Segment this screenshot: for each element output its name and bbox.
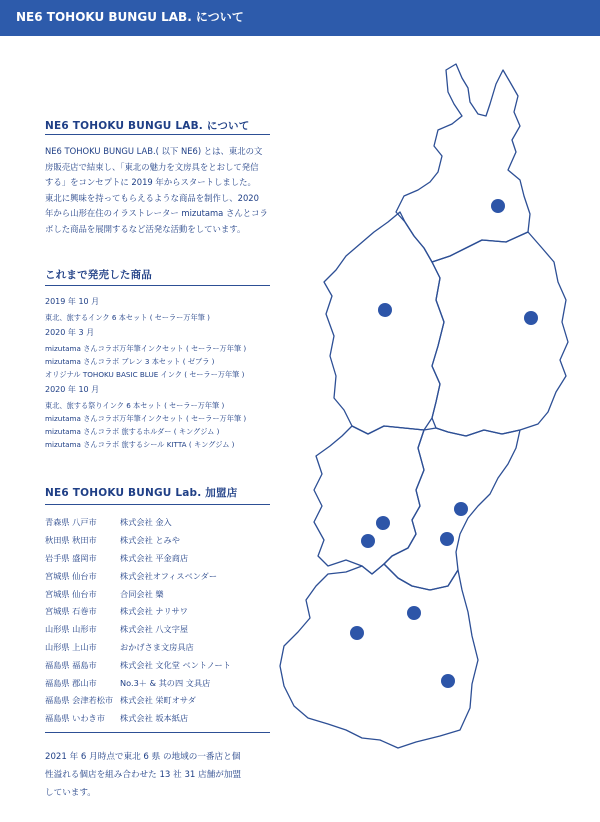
about-text [45, 144, 275, 237]
store-name: 株式会社 八文字屋 [120, 624, 189, 635]
product-item: mizutama さんコラボ ブレン 3 本セット ( ゼブラ ) [45, 357, 215, 366]
product-item: 東北、旅する祭りインク 6 本セット ( セーラー万年筆 ) [45, 401, 225, 410]
store-row [45, 674, 285, 692]
store-row [45, 585, 285, 603]
product-date: 2019 年 10 月 [45, 297, 100, 306]
store-location: 山形県 上山市 [45, 641, 97, 652]
about-line: する」をコンセプトに 2019 年からスタートしました。 [45, 177, 256, 187]
footer-divider [45, 732, 270, 733]
product-group-2020-03 [45, 327, 285, 381]
store-name: おかげさま文房具店 [120, 641, 194, 652]
about-line: NE6 TOHOKU BUNGU LAB.( 以下 NE6) とは、東北の文 [45, 146, 263, 156]
about-heading: NE6 TOHOKU BUNGU LAB. について [45, 120, 250, 132]
banner-title: NE6 TOHOKU BUNGU LAB. について [16, 10, 244, 24]
store-row [45, 639, 285, 657]
store-location: 山形県 山形市 [45, 624, 97, 635]
product-item: mizutama さんコラボ万年筆インクセット ( セーラー万年筆 ) [45, 344, 247, 353]
store-row [45, 603, 285, 621]
product-group-2020-10 [45, 384, 285, 451]
store-name: 株式会社 とみや [120, 535, 180, 546]
tohoku-map [270, 60, 595, 810]
fukushima-prefecture [280, 564, 478, 748]
stores-heading: NE6 TOHOKU BUNGU Lab. 加盟店 [45, 487, 238, 499]
about-line: 年から山形在住のイラストレーター mizutama さんとコラ [45, 208, 268, 218]
store-marker-sendai [440, 532, 454, 546]
store-marker-yamagata [376, 516, 390, 530]
store-name: No.3＋ & 其の四 文具店 [120, 677, 211, 688]
miyagi-prefecture [384, 428, 520, 590]
footer-text [45, 748, 285, 802]
footer-line: 性溢れる個店を組み合わせた 13 社 31 店舗が加盟 [45, 770, 242, 780]
about-line: ボした商品を展開するなど活発な活動をしています。 [45, 223, 246, 234]
store-name: 株式会社 坂本紙店 [120, 713, 189, 724]
product-item: 東北、旅するインク 6 本セット ( セーラー万年筆 ) [45, 313, 210, 322]
product-item: mizutama さんコラボ 旅するシール KITTA ( キングジム ) [45, 440, 235, 449]
yamagata-prefecture [314, 426, 424, 574]
store-list [45, 514, 285, 728]
product-item: オリジナル TOHOKU BASIC BLUE インク ( セーラー万年筆 ) [45, 370, 245, 379]
store-location: 福島県 いわき市 [45, 713, 105, 724]
aomori-prefecture [396, 64, 530, 262]
store-name: 合同会社 樂 [120, 588, 164, 599]
product-item: mizutama さんコラボ万年筆インクセット ( セーラー万年筆 ) [45, 414, 247, 423]
store-name: 株式会社オフィスベンダー [120, 570, 218, 581]
store-marker-aizuwakamatsu [350, 626, 364, 640]
footer-line: しています。 [45, 788, 96, 798]
store-marker-akita [378, 303, 392, 317]
store-row [45, 656, 285, 674]
store-location: 宮城県 仙台市 [45, 570, 97, 581]
footer-line: 2021 年 6 月時点で東北 6 県 の地域の一番店と個 [45, 752, 241, 762]
store-marker-morioka [524, 311, 538, 325]
store-location: 福島県 福島市 [45, 659, 97, 670]
store-row [45, 692, 285, 710]
store-marker-hachinohe [491, 199, 505, 213]
store-location: 福島県 会津若松市 [45, 695, 114, 706]
store-row [45, 621, 285, 639]
product-date: 2020 年 10 月 [45, 385, 100, 394]
about-divider [45, 134, 270, 135]
products-divider [45, 285, 270, 286]
store-location: 宮城県 仙台市 [45, 588, 97, 599]
store-name: 株式会社 平金商店 [120, 552, 189, 563]
store-name: 株式会社 文化堂 ベントノート [120, 659, 231, 670]
store-location: 福島県 郡山市 [45, 677, 97, 688]
product-date: 2020 年 3 月 [45, 328, 95, 337]
stores-divider [45, 504, 270, 505]
store-name: 株式会社 ナリサワ [120, 606, 188, 617]
store-location: 宮城県 石巻市 [45, 606, 97, 617]
product-group-2019-10 [45, 296, 285, 324]
store-name: 株式会社 栄町オサダ [120, 695, 196, 706]
product-item: mizutama さんコラボ 旅するホルダー ( キングジム ) [45, 427, 220, 436]
store-marker-iwaki [441, 674, 455, 688]
store-row [45, 550, 285, 568]
store-location: 岩手県 盛岡市 [45, 552, 97, 563]
store-row [45, 514, 285, 532]
akita-prefecture [324, 212, 444, 434]
about-line: 東北に興味を持ってもらえるような商品を制作し、2020 [45, 192, 259, 203]
product-list [45, 296, 285, 451]
about-line: 房販売店で結束し、「東北の魅力を文房具をとおして発信 [45, 161, 259, 172]
store-marker-fukushima [407, 606, 421, 620]
store-row [45, 567, 285, 585]
store-name: 株式会社 金入 [120, 517, 172, 528]
store-row [45, 710, 285, 728]
products-heading: これまで発売した商品 [45, 269, 152, 281]
iwate-prefecture [432, 232, 568, 436]
top-banner [0, 0, 600, 36]
store-marker-ishinomaki [454, 502, 468, 516]
store-marker-kaminoyama [361, 534, 375, 548]
store-location: 青森県 八戸市 [45, 517, 97, 528]
store-location: 秋田県 秋田市 [45, 535, 97, 546]
store-row [45, 532, 285, 550]
